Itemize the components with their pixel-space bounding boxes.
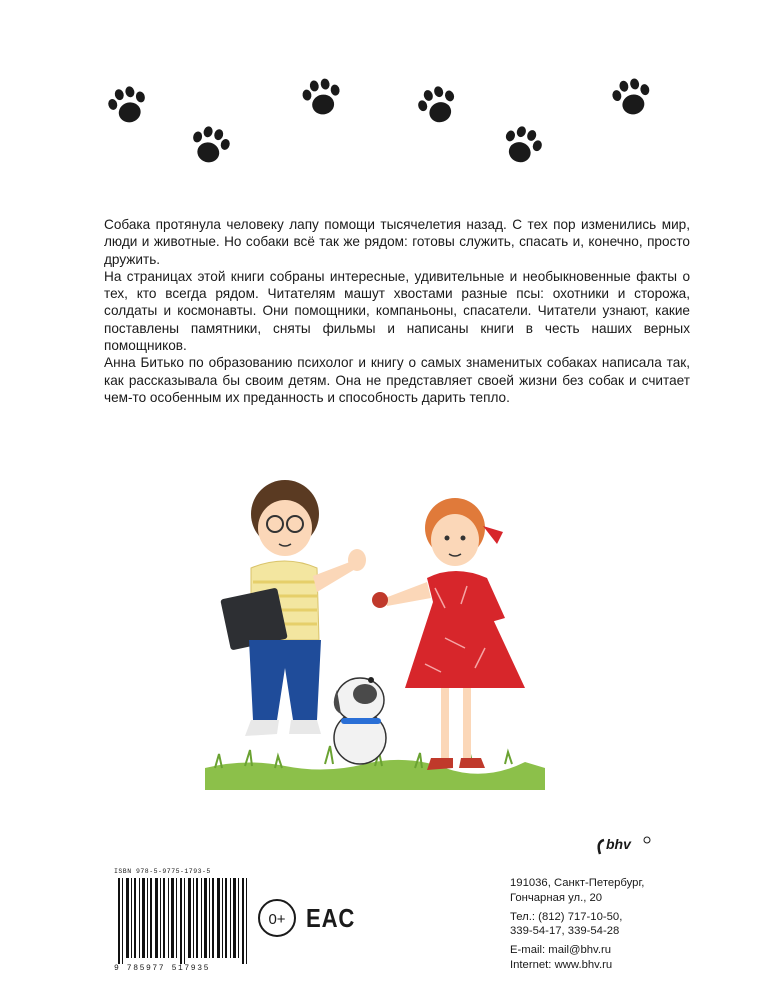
paw-print-icon (494, 118, 550, 174)
dog (334, 677, 386, 764)
address-line: Гончарная ул., 20 (510, 891, 603, 904)
address-line: E-mail: mail@bhv.ru (510, 944, 612, 957)
paw-print-icon (297, 73, 348, 124)
barcode-icon (114, 878, 254, 964)
address-line: 191036, Санкт-Петербург, (510, 877, 645, 889)
paw-print-icon (183, 119, 237, 173)
age-rating-badge: 0+ (258, 899, 296, 937)
blurb-paragraph: Анна Битько по образованию психолог и книгу о самых знаменитых собаках написала так, как рассказывала бы своим детям. Она не представляет своей жизни без собак и считает чем-то особенным их преданность и способность дарить тепло. (104, 355, 690, 405)
publisher-logo (594, 834, 652, 860)
isbn-barcode-block (114, 868, 254, 978)
girl (372, 498, 525, 770)
isbn-label: ISBN 978-5-9775-1793-5 (114, 868, 211, 875)
children-with-dog-illustration (205, 468, 565, 790)
barcode-digits: 9 785977 517935 (114, 964, 211, 973)
paw-print-icon (101, 79, 155, 133)
blurb-paragraph: На страницах этой книги собраны интересные, удивительные и необыкновенные факты о тех, кто всегда рядом. Читателям машут хвостами разные псы: охотники и сторожа, солдаты и космонавты. Они помощники, компаньоны, спасатели. Читатели узнают, какие поставлены памятники, сняты фильмы и написаны книги в честь наших верных помощников. (104, 268, 690, 354)
paw-print-icon (410, 78, 466, 134)
eac-certification-mark: EAC (306, 903, 356, 933)
address-line: 339-54-17, 339-54-28 (510, 925, 620, 938)
back-cover-blurb (104, 216, 690, 406)
address-line: Тел.: (812) 717-10-50, (510, 910, 623, 923)
address-line: Internet: www.bhv.ru (510, 958, 613, 971)
paw-print-icon (606, 72, 658, 124)
publisher-logo-text: bhv (606, 836, 631, 852)
publisher-address (510, 876, 644, 973)
blurb-paragraph: Собака протянула человеку лапу помощи тысячелетия назад. С тех пор изменились мир, люди и животные. Но собаки всё так же рядом: готовы служить, спасать и, конечно, просто дружить. (104, 217, 690, 267)
